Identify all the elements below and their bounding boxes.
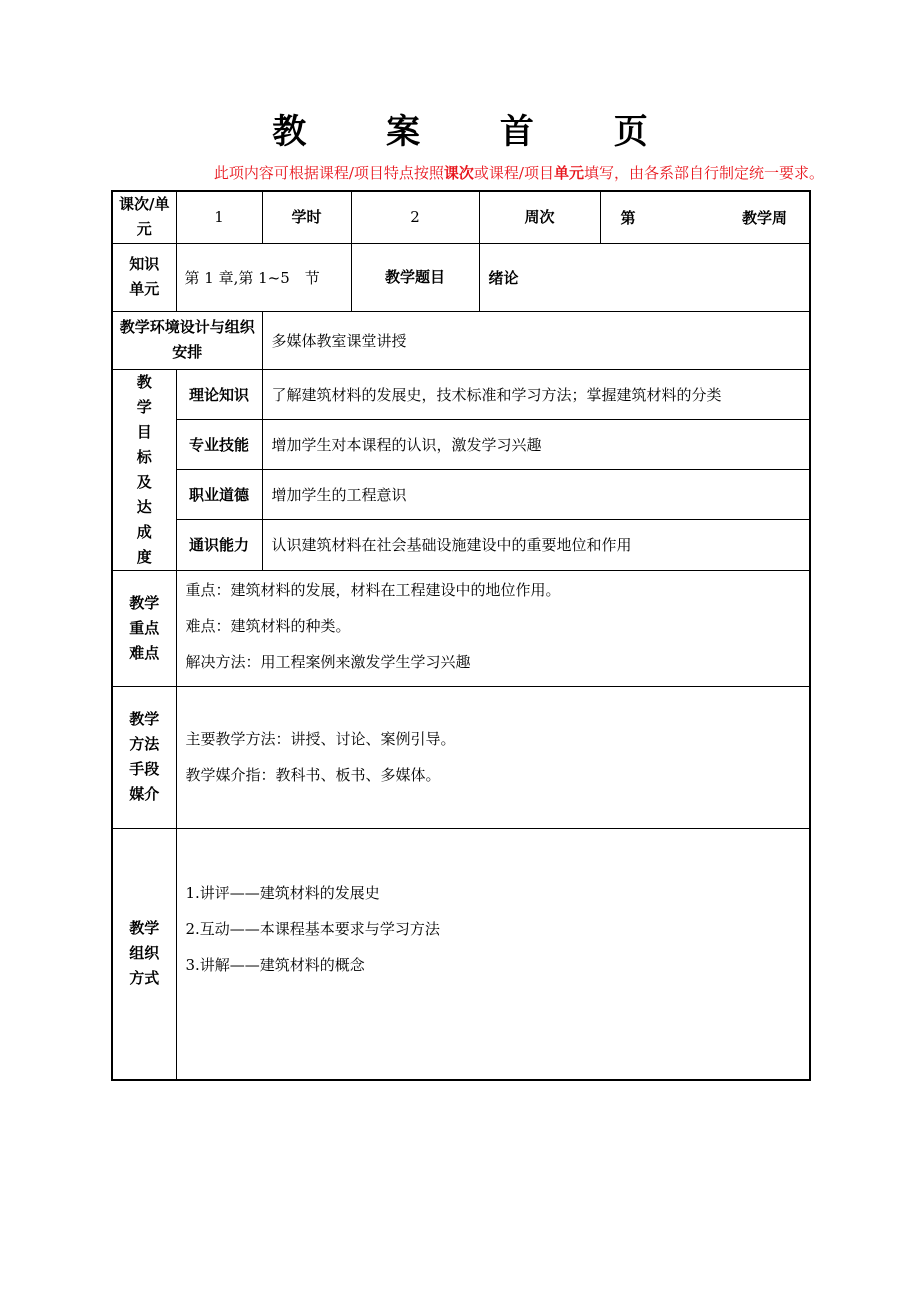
topic-label: 教学题目 [351,243,479,311]
organization-content [176,828,810,1080]
row-objective-2 [112,419,810,469]
week-suffix: 教学周 [741,209,787,227]
method-line: 主要教学方法：讲授、讨论、案例引导。 [185,730,456,748]
row-methods [112,686,810,828]
lesson-plan-table [111,190,811,1081]
row-environment [112,311,810,369]
row-objective-3 [112,470,810,520]
keypoint-line: 解决方法：用工程案例来激发学生学习兴趣 [185,652,471,671]
methods-label: 教学方法手段媒介 [112,686,176,828]
unit-label: 知识单元 [112,243,176,311]
row-organization [112,828,810,1080]
note-bold-unit: 单元 [553,164,584,182]
methods-content [176,686,810,828]
objective-label: 理论知识 [176,369,262,419]
objective-value: 增加学生对本课程的认识，激发学习兴趣 [262,419,810,469]
note-bold-lesson: 课次 [443,164,474,182]
organization-line: 1.讲评——建筑材料的发展史 [185,883,380,902]
objective-label: 专业技能 [176,419,262,469]
note-part3: 填写，由各系部自行制定统一要求。 [583,164,824,182]
env-label: 教学环境设计与组织安排 [112,311,262,369]
row-objective-4 [112,520,810,570]
week-value [600,191,810,243]
keypoints-label: 教学重点难点 [112,570,176,686]
week-prefix: 第 [620,209,636,227]
topic-value: 绪论 [479,243,810,311]
organization-line: 3.讲解——建筑材料的概念 [185,955,365,974]
organization-line: 2.互动——本课程基本要求与学习方法 [185,919,440,938]
objective-value: 了解建筑材料的发展史，技术标准和学习方法；掌握建筑材料的分类 [262,369,810,419]
lesson-label: 课次/单元 [112,191,176,243]
week-label: 周次 [479,191,600,243]
keypoint-line: 难点：建筑材料的种类。 [185,616,351,635]
row-lesson [112,191,810,243]
note-part2: 或课程/项目 [473,164,554,182]
unit-value: 第 1 章,第 1~5 节 [176,243,351,311]
objective-label: 职业道德 [176,470,262,520]
keypoint-line: 重点：建筑材料的发展，材料在工程建设中的地位作用。 [185,580,561,599]
hours-label: 学时 [262,191,351,243]
method-line: 教学媒介指：教科书、板书、多媒体。 [185,766,441,784]
lesson-value: 1 [176,191,262,243]
objective-value: 增加学生的工程意识 [262,470,810,520]
note-part1: 此项内容可根据课程/项目特点按照 [213,164,444,182]
hours-value: 2 [351,191,479,243]
instruction-note [214,162,824,183]
organization-label: 教学组织方式 [112,828,176,1080]
page-title: 教 案 首 页 [272,112,682,152]
row-keypoints [112,570,810,686]
objectives-label: 教学目标及达成度 [112,369,176,570]
objective-label: 通识能力 [176,520,262,570]
row-objective-1 [112,369,810,419]
keypoints-content [176,570,810,686]
env-value: 多媒体教室课堂讲授 [262,311,810,369]
row-unit [112,243,810,311]
objective-value: 认识建筑材料在社会基础设施建设中的重要地位和作用 [262,520,810,570]
